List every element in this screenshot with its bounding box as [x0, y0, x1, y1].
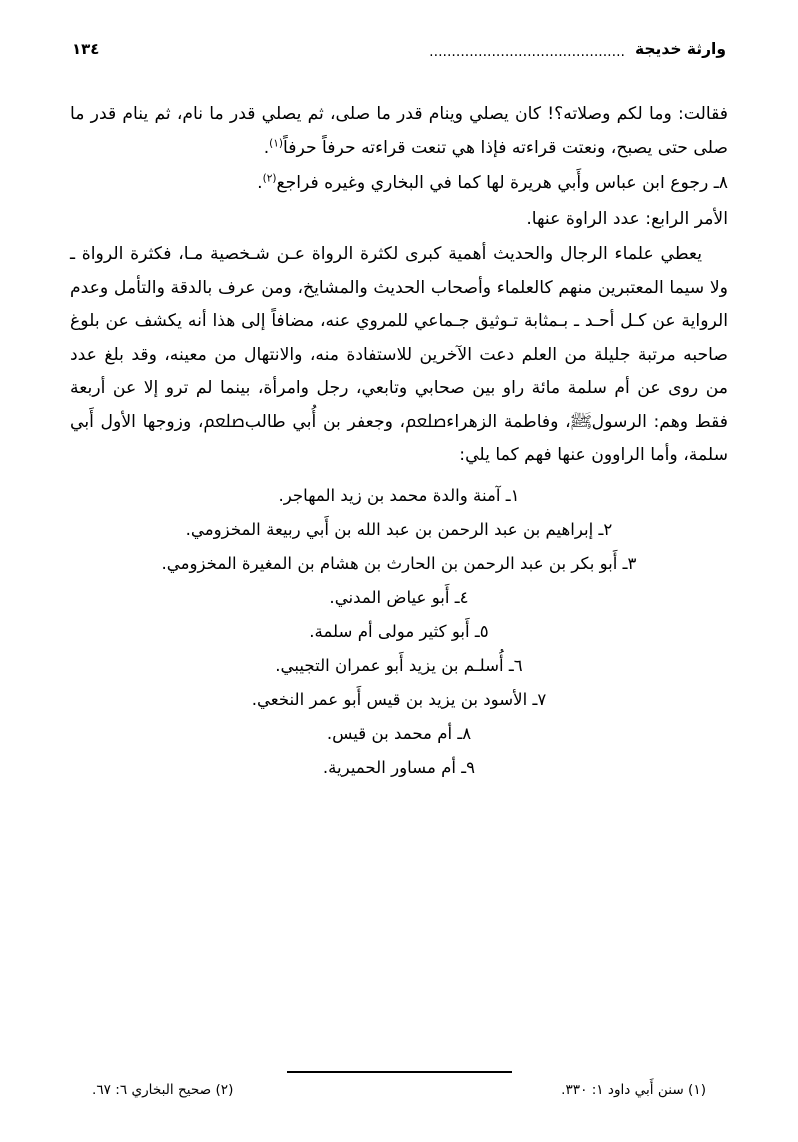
- running-head-dot-leader: ............................................: [429, 45, 625, 59]
- list-item: ٩ـ أم مساور الحميرية.: [322, 757, 476, 777]
- paragraph-opening-text: فقالت: وما لكم وصلاته؟! كان يصلي وينام قدر ما صلى، ثم يصلي قدر ما نام، ثم ينام قدر ما صلى حتى يصبح، ونعتت قراءته فإذا هي تنعت قراءته حرفاً حرفاً: [70, 104, 728, 158]
- footnote-row: [70, 1082, 728, 1098]
- list-item: ٢ـ إبراهيم بن عبد الرحمن بن عبد الله بن أَبي ربيعة المخزومي.: [185, 519, 613, 539]
- list-item: ٥ـ أَبو كثير مولى أم سلمة.: [309, 621, 489, 641]
- page-body: [70, 98, 728, 785]
- footnote-marker-1: (١): [269, 136, 284, 149]
- list-item: ٧ـ الأسود بن يزيد بن قيس أَبو عمر النخعي.: [251, 689, 547, 709]
- main-paragraph: يعطي علماء الرجال والحديث أهمية كبرى لكثرة الرواة عـن شـخصية مـا، فكثرة الرواة ـ ولا سيما المعتبرين منهم كالعلماء وأصحاب الحديث والمشايخ، ومن عرف بالدقة والتأمل وعدم الرواية عن كـل أحـد ـ بـمثابة تـوثيق جـماعي للمروي عنه، مضافاً إلى هذا أنه يكشف عن بلوغ صاحبه مرتبة جليلة من العلم دعت الآخرين للاستفادة منه، والانتهال من معينه، وقد بلغ عدد من روى عن أم سلمة مائة راو بين صحابي وتابعي، رجل وامرأة، بينما لم ترو إلا عن أربعة فقط وهم: الرسولﷺ، وفاطمة الزهراءﷵ، وجعفر بن أُبي طالبﷵ، وزوجها الأول أَبي سلمة، وأما الراوون عنها فهم كما يلي:: [70, 244, 728, 466]
- list-item-8-text: ٨ـ رجوع ابن عباس وأَبي هريرة لها كما في البخاري وغيره فراجع: [276, 173, 728, 194]
- list-item: ١ـ آمنة والدة محمد بن زيد المهاجر.: [278, 485, 520, 505]
- footnote-marker-2: (٢): [262, 172, 277, 185]
- list-item: ٤ـ أَبو عياض المدني.: [329, 587, 469, 607]
- heading-fourth-matter: الأمر الرابع: عدد الراوة عنها.: [526, 208, 728, 229]
- running-head: [70, 40, 728, 58]
- list-item: ٦ـ أُسلـم بن يزيد أَبو عمران التجيبي.: [275, 655, 523, 675]
- list-item-8-previous-section: ٨ـ رجوع ابن عباس وأَبي هريرة لها كما في البخاري وغيره فراجع$^{(٢)}$.: [257, 172, 728, 194]
- footnote-area: [70, 1071, 728, 1098]
- narrator-list: [70, 479, 728, 785]
- footnote-separator-rule: [287, 1071, 512, 1073]
- list-item: ٨ـ أم محمد بن قيس.: [326, 723, 472, 743]
- list-item: ٣ـ أَبو بكر بن عبد الرحمن بن الحارث بن هشام بن المغيرة المخزومي.: [161, 553, 637, 573]
- footnote-2: (٢) صحيح البخاري ٦: ٦٧.: [92, 1082, 234, 1098]
- footnote-1: (١) سنن أَبي داود ١: ٣٣٠.: [561, 1082, 706, 1098]
- page-number: ١٣٤: [72, 40, 100, 58]
- running-head-title: وارثة خديجة: [634, 40, 726, 58]
- paragraph-opening: فقالت: وما لكم وصلاته؟! كان يصلي وينام قدر ما صلى، ثم يصلي قدر ما نام، ثم ينام قدر ما صلى حتى يصبح، ونعتت قراءته فإذا هي تنعت قراءته حرفاً حرفاً$^{(١)}$.: [70, 104, 728, 158]
